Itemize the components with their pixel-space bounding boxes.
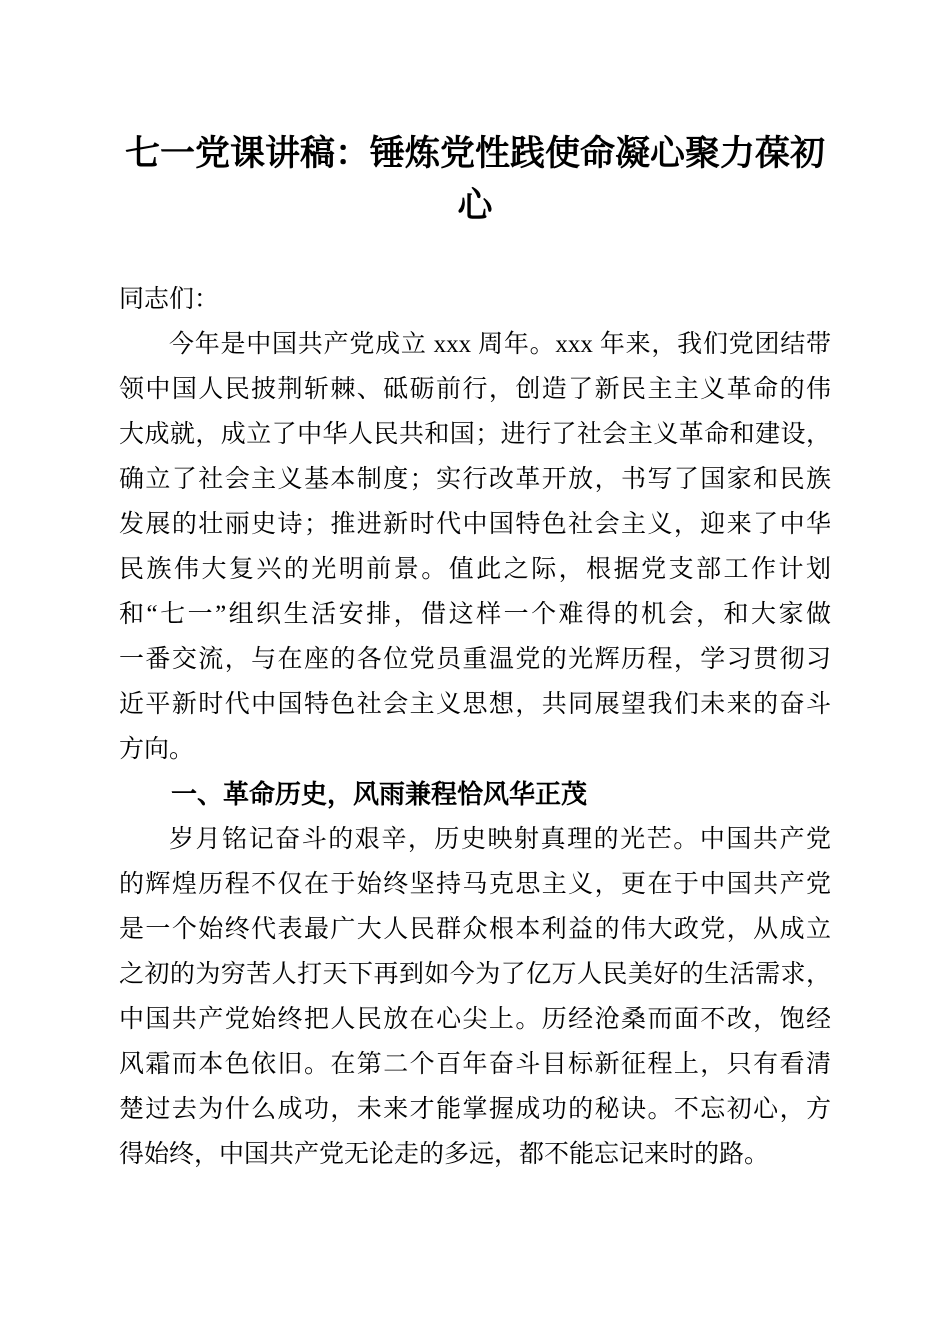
text-line: 民族伟大复兴的光明前景。值此之际，根据党支部工作计划 — [119, 556, 831, 583]
text-line: 岁月铭记奋斗的艰辛，历史映射真理的光芒。中国共产党 — [169, 826, 831, 853]
paragraph — [119, 322, 831, 772]
text-line: 楚过去为什么成功，未来才能掌握成功的秘诀。不忘初心，方 — [119, 1096, 831, 1123]
document-body — [119, 277, 831, 1177]
text-line: 同志们： — [119, 286, 220, 313]
text-line: 今年是中国共产党成立 xxx 周年。xxx 年来，我们党团结带 — [169, 331, 831, 358]
text-line: 和“七一”组织生活安排，借这样一个难得的机会，和大家做 — [119, 601, 831, 628]
text-line: 近平新时代中国特色社会主义思想，共同展望我们未来的奋斗 — [119, 691, 831, 718]
document-content — [119, 128, 831, 1177]
text-line: 风霜而本色依旧。在第二个百年奋斗目标新征程上，只有看清 — [119, 1051, 831, 1078]
text-line: 领中国人民披荆斩棘、砥砺前行，创造了新民主主义革命的伟 — [119, 376, 831, 403]
greeting-line — [119, 277, 831, 322]
text-line: 一、革命历史，风雨兼程恰风华正茂 — [171, 779, 588, 809]
text-line: 的辉煌历程不仅在于始终坚持马克思主义，更在于中国共产党 — [119, 871, 831, 898]
text-line: 确立了社会主义基本制度；实行改革开放，书写了国家和民族 — [119, 466, 831, 493]
text-line: 是一个始终代表最广大人民群众根本利益的伟大政党，从成立 — [119, 916, 831, 943]
text-line: 中国共产党始终把人民放在心尖上。历经沧桑而面不改，饱经 — [119, 1006, 831, 1033]
document-title: 七一党课讲稿：锤炼党性践使命凝心聚力葆初心 — [124, 134, 825, 225]
text-line: 大成就，成立了中华人民共和国；进行了社会主义革命和建设， — [119, 421, 831, 448]
text-line: 方向。 — [119, 736, 195, 763]
section-heading — [119, 772, 831, 817]
text-line: 得始终，中国共产党无论走的多远，都不能忘记来时的路。 — [119, 1141, 770, 1168]
text-line: 一番交流，与在座的各位党员重温党的光辉历程，学习贯彻习 — [119, 646, 831, 673]
paragraph — [119, 817, 831, 1177]
text-line: 发展的壮丽史诗；推进新时代中国特色社会主义，迎来了中华 — [119, 511, 831, 538]
text-line: 之初的为穷苦人打天下再到如今为了亿万人民美好的生活需求， — [119, 961, 831, 988]
